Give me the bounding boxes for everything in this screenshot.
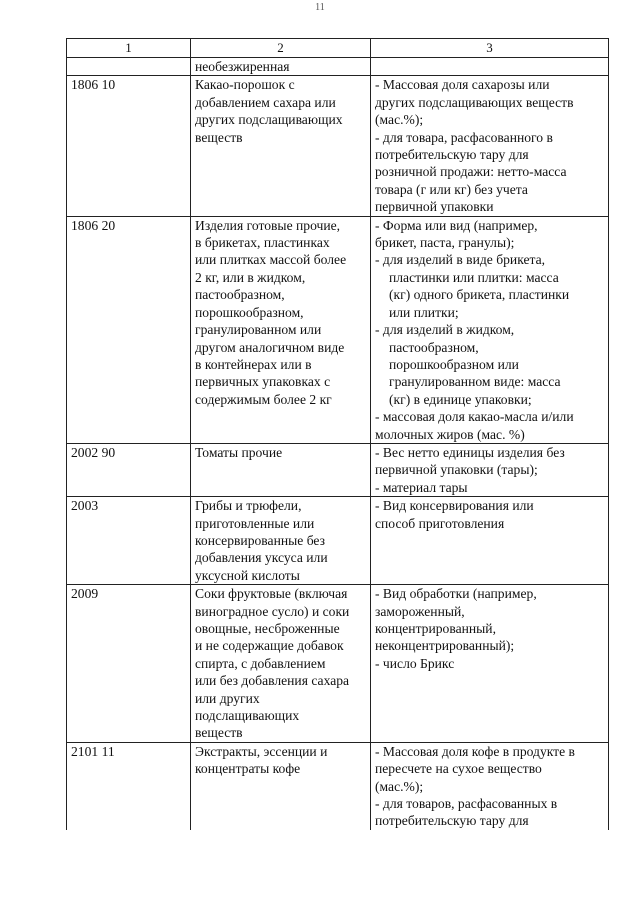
- properties-cell: [371, 497, 609, 585]
- description-cell: [191, 76, 371, 216]
- description-line: или плитках массой более: [195, 252, 347, 268]
- property-line: - Массовая доля сахарозы или: [375, 77, 550, 93]
- property-line: брикет, паста, гранулы);: [375, 235, 515, 251]
- description-line: или без добавления сахара: [195, 673, 350, 689]
- description-line: другом аналогичном виде: [195, 339, 345, 355]
- property-line: концентрированный,: [375, 621, 496, 636]
- description-line: содержимым более 2 кг: [195, 391, 332, 407]
- property-line: (мас.%);: [375, 778, 424, 794]
- description-line: консервированные без: [195, 532, 325, 548]
- property-line: - Массовая доля кофе в продукте в: [375, 743, 575, 759]
- description-line: подслащивающих: [195, 708, 300, 724]
- properties-cell: [371, 216, 609, 443]
- property-line: - массовая доля какао-масла и/или: [375, 409, 574, 425]
- table-row: [67, 76, 609, 216]
- description-line: веществ: [195, 129, 243, 145]
- description-cell: [191, 497, 371, 585]
- property-line: розничной продажи: нетто-масса: [375, 164, 567, 180]
- hs-code-cell: [67, 58, 191, 76]
- property-line: пересчете на сухое вещество: [375, 761, 542, 777]
- property-line: пластинки или плитки: масса: [389, 269, 559, 285]
- description-line: приготовленные или: [195, 515, 315, 531]
- property-line: - число Брикс: [375, 655, 455, 671]
- property-line: способ приготовления: [375, 515, 505, 531]
- table-row: [67, 443, 609, 496]
- description-cell: [191, 742, 371, 830]
- hs-code-cell: 2002 90: [67, 443, 191, 496]
- description-cell: [191, 58, 371, 76]
- property-line: других подслащивающих веществ: [375, 94, 574, 110]
- header-col-2: 2: [191, 39, 371, 58]
- property-line: - Вес нетто единицы изделия без: [375, 444, 565, 460]
- description-line: Соки фруктовые (включая: [195, 586, 348, 602]
- property-line: - материал тары: [375, 479, 468, 495]
- description-line: концентраты кофе: [195, 761, 301, 777]
- description-line: уксусной кислоты: [195, 567, 300, 583]
- property-line: - для товара, расфасованного в: [375, 129, 553, 145]
- property-line: (кг) одного брикета, пластинки: [389, 287, 570, 303]
- hs-code-cell: 1806 20: [67, 216, 191, 443]
- description-line: виноградное сусло) и соки: [195, 603, 350, 619]
- header-col-1: 1: [67, 39, 191, 58]
- hs-code-cell: 2003: [67, 497, 191, 585]
- hs-code-cell: 2009: [67, 585, 191, 743]
- property-line: пастообразном,: [389, 339, 479, 355]
- table-row: [67, 742, 609, 830]
- description-line: Томаты прочие: [195, 444, 283, 460]
- property-line: порошкообразном или: [389, 356, 519, 372]
- description-line: порошкообразном,: [195, 304, 304, 320]
- description-line: других подслащивающих: [195, 112, 343, 128]
- description-line: добавлением сахара или: [195, 94, 336, 110]
- property-line: гранулированном виде: масса: [389, 374, 561, 390]
- description-line: веществ: [195, 725, 243, 741]
- property-line: - Форма или вид (например,: [375, 217, 538, 233]
- description-line: пастообразном,: [195, 287, 285, 303]
- page-number: 11: [315, 2, 325, 13]
- property-line: товара (г или кг) без учета: [375, 181, 528, 197]
- hs-code-cell: 1806 10: [67, 76, 191, 216]
- hs-code-cell: 2101 11: [67, 742, 191, 830]
- header-col-3: 3: [371, 39, 609, 58]
- tnved-table: [66, 38, 609, 830]
- description-cell: [191, 443, 371, 496]
- property-line: - для изделий в жидком,: [375, 322, 515, 338]
- properties-cell: [371, 443, 609, 496]
- description-line: спирта, с добавлением: [195, 655, 326, 671]
- description-line: Какао-порошок с: [195, 77, 295, 93]
- properties-cell: [371, 585, 609, 743]
- property-line: (кг) в единице упаковки;: [389, 391, 532, 407]
- property-line: неконцентрированный);: [375, 638, 515, 654]
- property-line: - для изделий в виде брикета,: [375, 252, 546, 268]
- table-row: [67, 585, 609, 743]
- description-line: овощные, несброженные: [195, 621, 340, 636]
- table-row: [67, 58, 609, 76]
- property-line: - для товаров, расфасованных в: [375, 796, 558, 812]
- table-row: [67, 216, 609, 443]
- description-line: или других: [195, 690, 260, 706]
- description-line: и не содержащие добавок: [195, 638, 344, 654]
- description-line: Грибы и трюфели,: [195, 498, 302, 514]
- property-line: (мас.%);: [375, 112, 424, 128]
- description-cell: [191, 585, 371, 743]
- property-line: потребительскую тару для: [375, 147, 529, 163]
- properties-cell: [371, 58, 609, 76]
- property-line: молочных жиров (мас. %): [375, 426, 525, 442]
- description-line: добавления уксуса или: [195, 550, 328, 566]
- properties-cell: [371, 76, 609, 216]
- property-line: первичной упаковки (тары);: [375, 462, 538, 478]
- property-line: замороженный,: [375, 603, 465, 619]
- description-line: первичных упаковках с: [195, 374, 331, 390]
- property-line: или плитки;: [389, 304, 459, 320]
- property-line: первичной упаковки: [375, 199, 494, 215]
- description-line: в контейнерах или в: [195, 356, 312, 372]
- property-line: - Вид консервирования или: [375, 498, 534, 514]
- property-line: - Вид обработки (например,: [375, 586, 537, 602]
- table-row: [67, 497, 609, 585]
- property-line: потребительскую тару для: [375, 813, 529, 829]
- description-line: 2 кг, или в жидком,: [195, 269, 306, 285]
- properties-cell: [371, 742, 609, 830]
- description-line: гранулированном или: [195, 322, 322, 338]
- description-line: Экстракты, эссенции и: [195, 743, 328, 759]
- description-line: необезжиренная: [195, 59, 290, 74]
- description-cell: [191, 216, 371, 443]
- table-header-row: [67, 39, 609, 58]
- description-line: Изделия готовые прочие,: [195, 217, 341, 233]
- description-line: в брикетах, пластинках: [195, 235, 330, 251]
